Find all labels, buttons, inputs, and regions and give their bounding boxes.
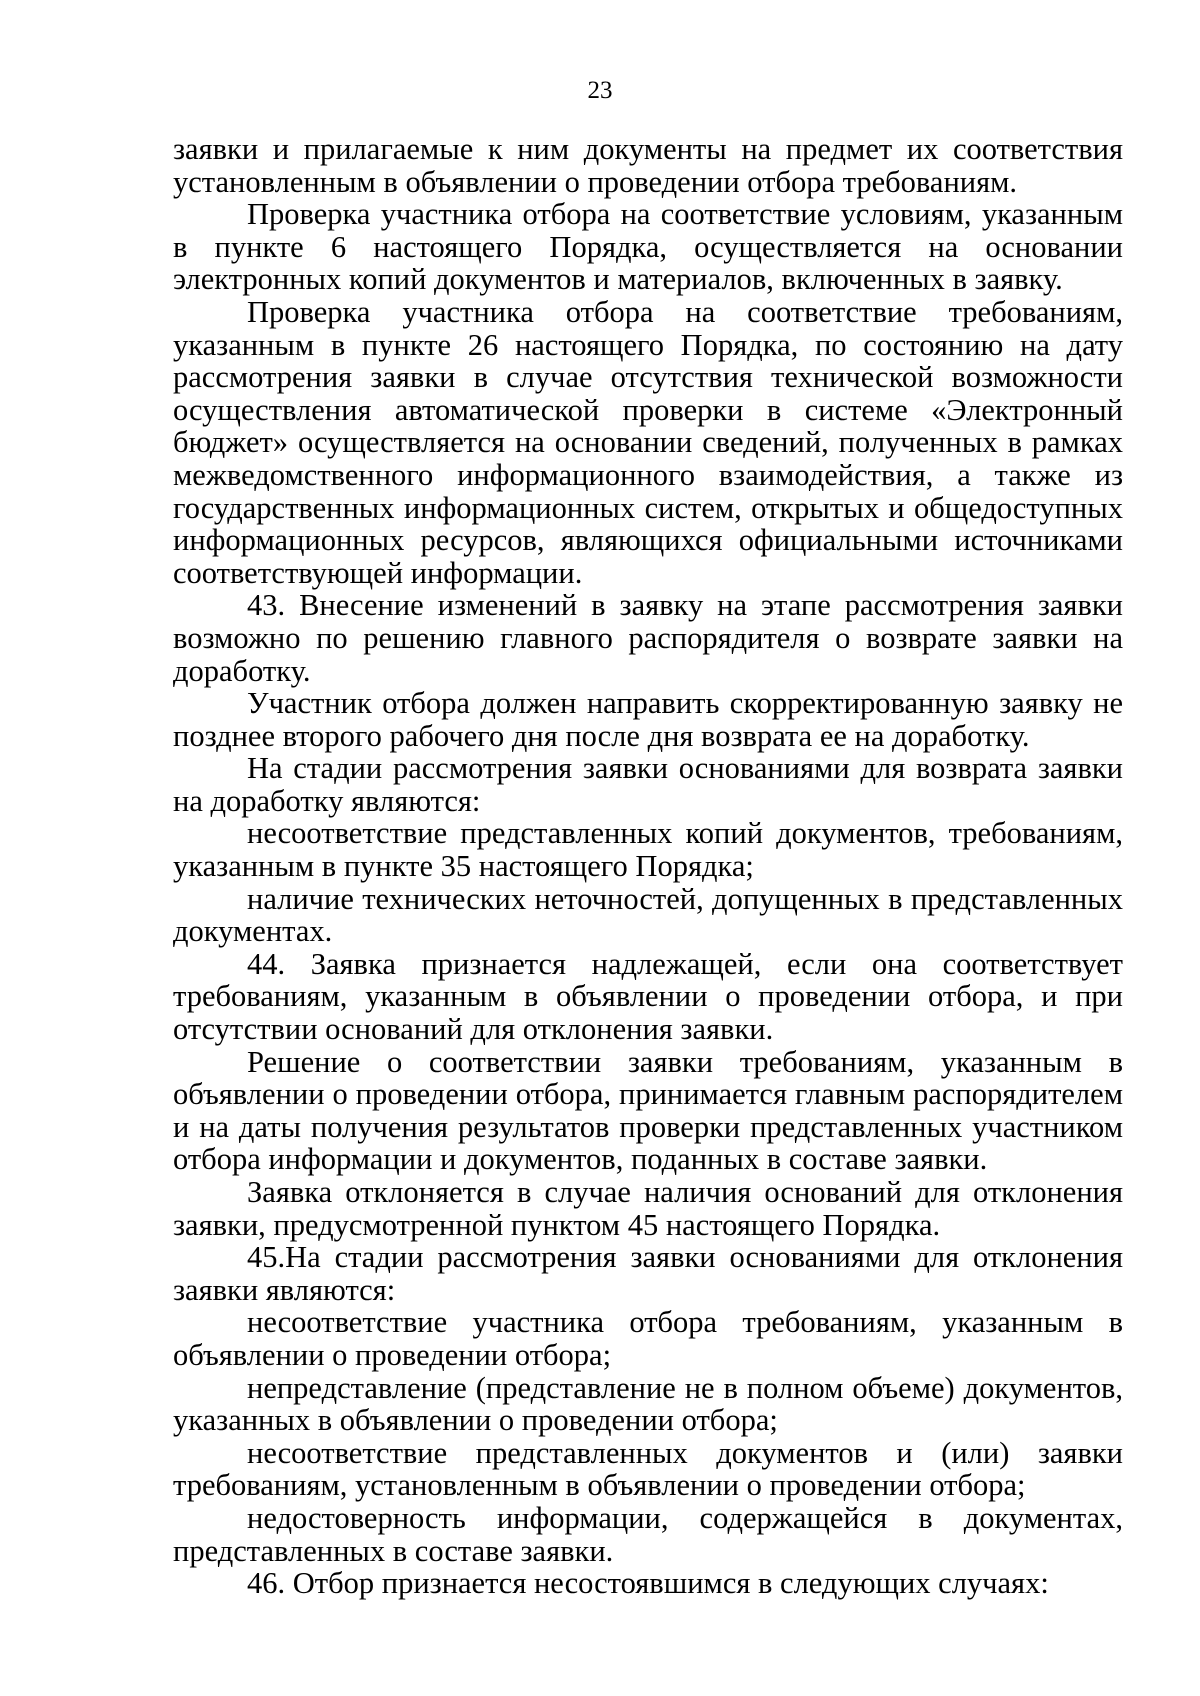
paragraph-return-ground-1: несоответствие представленных копий документов, требованиям, указанным в пункте 35 настоящего Порядка; bbox=[173, 816, 1123, 884]
paragraph-clause-45: 45.На стадии рассмотрения заявки основаниями для отклонения заявки являются: bbox=[173, 1240, 1123, 1307]
paragraph-return-grounds-intro: На стадии рассмотрения заявки основаниями для возврата заявки на доработку являются: bbox=[173, 751, 1123, 818]
document-body bbox=[173, 133, 1123, 1600]
paragraph-rejection: Заявка отклоняется в случае наличия оснований для отклонения заявки, предусмотренной пунктом 45 настоящего Порядка. bbox=[173, 1175, 1123, 1242]
paragraph-rejection-ground-3: несоответствие представленных документов и (или) заявки требованиям, установленным в объявлении о проведении отбора; bbox=[173, 1435, 1123, 1503]
paragraph-clause-44: 44. Заявка признается надлежащей, если она соответствует требованиям, указанным в объявлении о проведении отбора, и при отсутствии оснований для отклонения заявки. bbox=[173, 946, 1123, 1047]
paragraph-compliance-decision: Решение о соответствии заявки требованиям, указанным в объявлении о проведении отбора, принимается главным распорядителем и на даты получения результатов проверки представленных участником отбора информации и документов, поданных в составе заявки. bbox=[173, 1044, 1123, 1177]
page-number: 23 bbox=[587, 77, 613, 104]
paragraph-corrected-application: Участник отбора должен направить скорректированную заявку не позднее второго рабочего дня после дня возврата ее на доработку. bbox=[173, 686, 1123, 753]
paragraph-requirements-check: Проверка участника отбора на соответствие требованиям, указанным в пункте 26 настоящего Порядка, по состоянию на дату рассмотрения заявки в случае отсутствия технической возможности осуществления автоматической проверки в системе «Электронный бюджет» осуществляется на основании сведений, полученных в рамках межведомственного информационного взаимодействия, а также из государственных информационных систем, открытых и общедоступных информационных ресурсов, являющихся официальными источниками соответствующей информации. bbox=[173, 294, 1123, 590]
paragraph-conditions-check: Проверка участника отбора на соответствие условиям, указанным в пункте 6 настоящего Порядка, осуществляется на основании электронных копий документов и материалов, включенных в заявку. bbox=[173, 197, 1123, 297]
paragraph-rejection-ground-1: несоответствие участника отбора требованиям, указанным в объявлении о проведении отбора; bbox=[173, 1305, 1123, 1372]
paragraph-rejection-ground-4: недостоверность информации, содержащейся в документах, представленных в составе заявки. bbox=[173, 1500, 1123, 1568]
paragraph-return-ground-2: наличие технических неточностей, допущенных в представленных документах. bbox=[173, 881, 1123, 949]
paragraph-clause-46: 46. Отбор признается несостоявшимся в следующих случаях: bbox=[247, 1566, 1049, 1601]
paragraph-continuation: заявки и прилагаемые к ним документы на предмет их соответствия установленным в объявлении о проведении отбора требованиям. bbox=[173, 132, 1123, 199]
paragraph-clause-43: 43. Внесение изменений в заявку на этапе рассмотрения заявки возможно по решению главного распорядителя о возврате заявки на доработку. bbox=[173, 588, 1123, 688]
paragraph-rejection-ground-2: непредставление (представление не в полном объеме) документов, указанных в объявлении о проведении отбора; bbox=[173, 1370, 1123, 1438]
